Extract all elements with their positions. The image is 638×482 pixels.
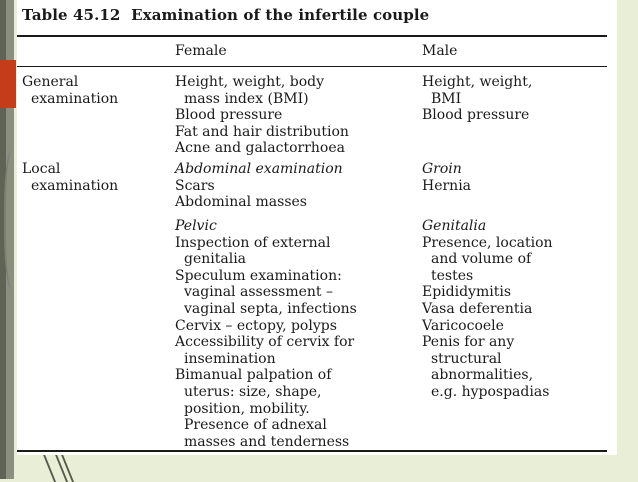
table-number: Table 45.12 — [22, 6, 121, 24]
top-rule — [17, 35, 607, 37]
slide-red-tab — [0, 60, 16, 108]
local-female-abdominal-cell: Abdominal examination Scars Abdominal masses — [175, 161, 343, 211]
table-title-text: Examination of the infertile couple — [131, 6, 430, 24]
local-male-groin-cell: Groin Hernia — [422, 161, 472, 194]
row-label-general: General examination — [22, 74, 119, 107]
abdominal-heading: Abdominal examination — [175, 161, 343, 177]
header-female: Female — [175, 43, 227, 59]
bottom-rule — [17, 450, 607, 452]
local-female-pelvic-cell: Pelvic Inspection of external genitalia Speculum examination: vaginal assessment – vaginal septa, infections Cervix – ectopy, polyps Accessibility of cervix for insemination Bimanual palpation of uterus: size, shape, position, mobility. Presence of adnexal masses and tenderness — [175, 218, 357, 450]
local-male-genitalia-cell: Genitalia Presence, location and volume of testes Epididymitis Vasa deferentia Varicocoele Penis for any structural abnormalities, e.g. hypospadias — [422, 218, 553, 400]
groin-heading: Groin — [422, 161, 462, 177]
scanned-table-page — [17, 0, 617, 455]
slide-slash-decoration — [42, 452, 56, 482]
row-label-local: Local examination — [22, 161, 119, 194]
general-female-cell: Height, weight, body mass index (BMI) Blood pressure Fat and hair distribution Acne and galactorrhoea — [175, 74, 349, 157]
genitalia-heading: Genitalia — [422, 218, 487, 234]
header-rule — [17, 66, 607, 67]
general-male-cell: Height, weight, BMI Blood pressure — [422, 74, 533, 124]
header-male: Male — [422, 43, 458, 59]
pelvic-heading: Pelvic — [175, 218, 217, 234]
table-title — [22, 6, 429, 24]
